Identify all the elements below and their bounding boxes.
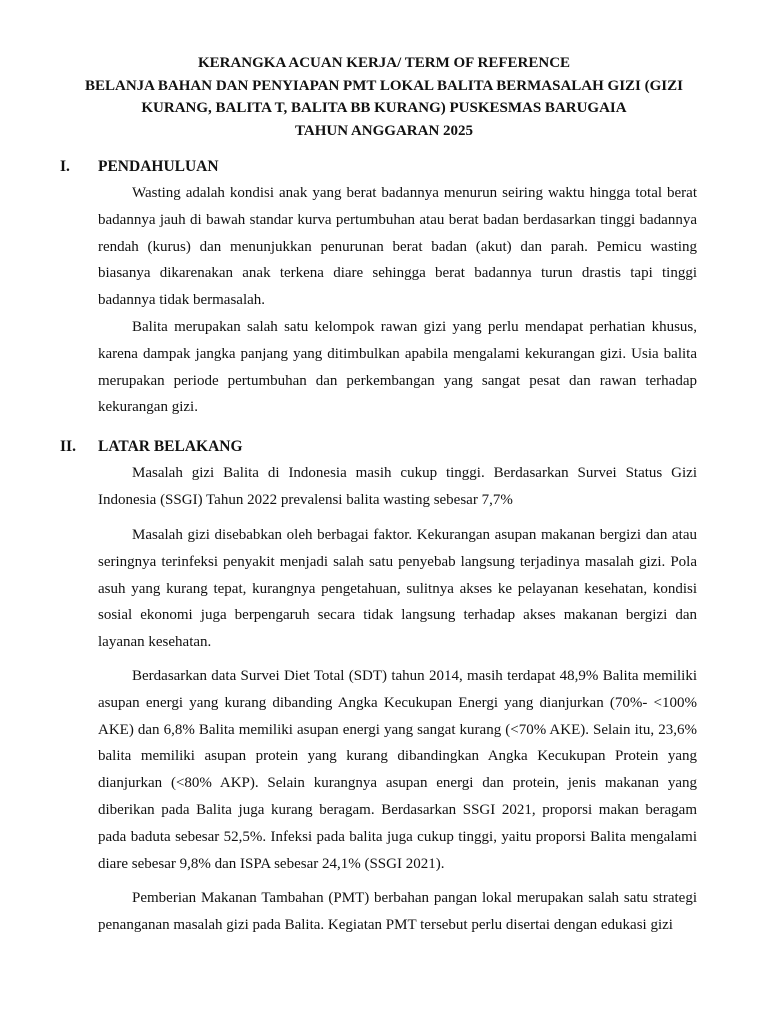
document-title <box>60 52 708 142</box>
paragraph: Wasting adalah kondisi anak yang berat badannya menurun seiring waktu hingga total berat badannya jauh di bawah standar kurva pertumbuhan atau berat badan berdasarkan tinggi badannya rendah (kurus) dan menunjukkan penurunan berat badan (akut) dan parah. Pemicu wasting biasanya dikarenakan anak terkena diare sehingga berat badannya turun drastis tapi tinggi badannya tidak bermasalah. <box>98 185 697 309</box>
paragraph: Balita merupakan salah satu kelompok rawan gizi yang perlu mendapat perhatian khusus, karena dampak jangka panjang yang ditimbulkan apabila mengalami kekurangan gizi. Usia balita merupakan periode pertumbuhan dan perkembangan yang sangat pesat dan rawan terhadap kekurangan gizi. <box>98 319 697 416</box>
paragraph: Berdasarkan data Survei Diet Total (SDT) tahun 2014, masih terdapat 48,9% Balita memiliki asupan energi yang kurang dibanding Angka Kecukupan Energi yang dianjurkan (70%- <100% AKE) dan 6,8% Balita memiliki asupan energi yang sangat kurang (<70% AKE). Selain itu, 23,6% balita memiliki asupan protein yang kurang dibandingkan Angka Kecukupan Protein yang dianjurkan (<80% AKP). Selain kurangnya asupan energi dan protein, jenis makanan yang diberikan pada Balita juga kurang beragam. Berdasarkan SSGI 2021, proporsi makan beragam pada baduta sebesar 52,5%. Infeksi pada balita juga cukup tinggi, yaitu proporsi Balita mengalami diare sebesar 9,8% dan ISPA sebesar 24,1% (SSGI 2021). <box>98 668 697 872</box>
paragraph: Masalah gizi disebabkan oleh berbagai faktor. Kekurangan asupan makanan bergizi dan atau seringnya terinfeksi penyakit menjadi salah satu penyebab langsung terjadinya masalah gizi. Pola asuh yang kurang tepat, kurangnya pengetahuan, sulitnya akses ke pelayanan kesehatan, kondisi sosial ekonomi juga berpengaruh secara tidak langsung terhadap akses makanan bergizi dan layanan kesehatan. <box>98 527 697 651</box>
title-line: BELANJA BAHAN DAN PENYIAPAN PMT LOKAL BALITA BERMASALAH GIZI (GIZI <box>84 77 683 94</box>
section-number: II. <box>60 438 76 455</box>
section-heading-pendahuluan <box>60 155 219 179</box>
section-title: PENDAHULUAN <box>98 158 219 175</box>
title-line: TAHUN ANGGARAN 2025 <box>294 122 474 139</box>
section-heading-latar-belakang <box>60 435 243 459</box>
paragraph: Masalah gizi Balita di Indonesia masih cukup tinggi. Berdasarkan Survei Status Gizi Indonesia (SSGI) Tahun 2022 prevalensi balita wasting sebesar 7,7% <box>98 465 697 508</box>
title-line: KURANG, BALITA T, BALITA BB KURANG) PUSKESMAS BARUGAIA <box>141 100 627 116</box>
section-number: I. <box>60 158 70 175</box>
paragraph: Pemberian Makanan Tambahan (PMT) berbahan pangan lokal merupakan salah satu strategi penanganan masalah gizi pada Balita. Kegiatan PMT tersebut perlu disertai dengan edukasi gizi <box>98 890 697 933</box>
section-title: LATAR BELAKANG <box>98 438 243 455</box>
title-line: KERANGKA ACUAN KERJA/ TERM OF REFERENCE <box>197 55 571 71</box>
